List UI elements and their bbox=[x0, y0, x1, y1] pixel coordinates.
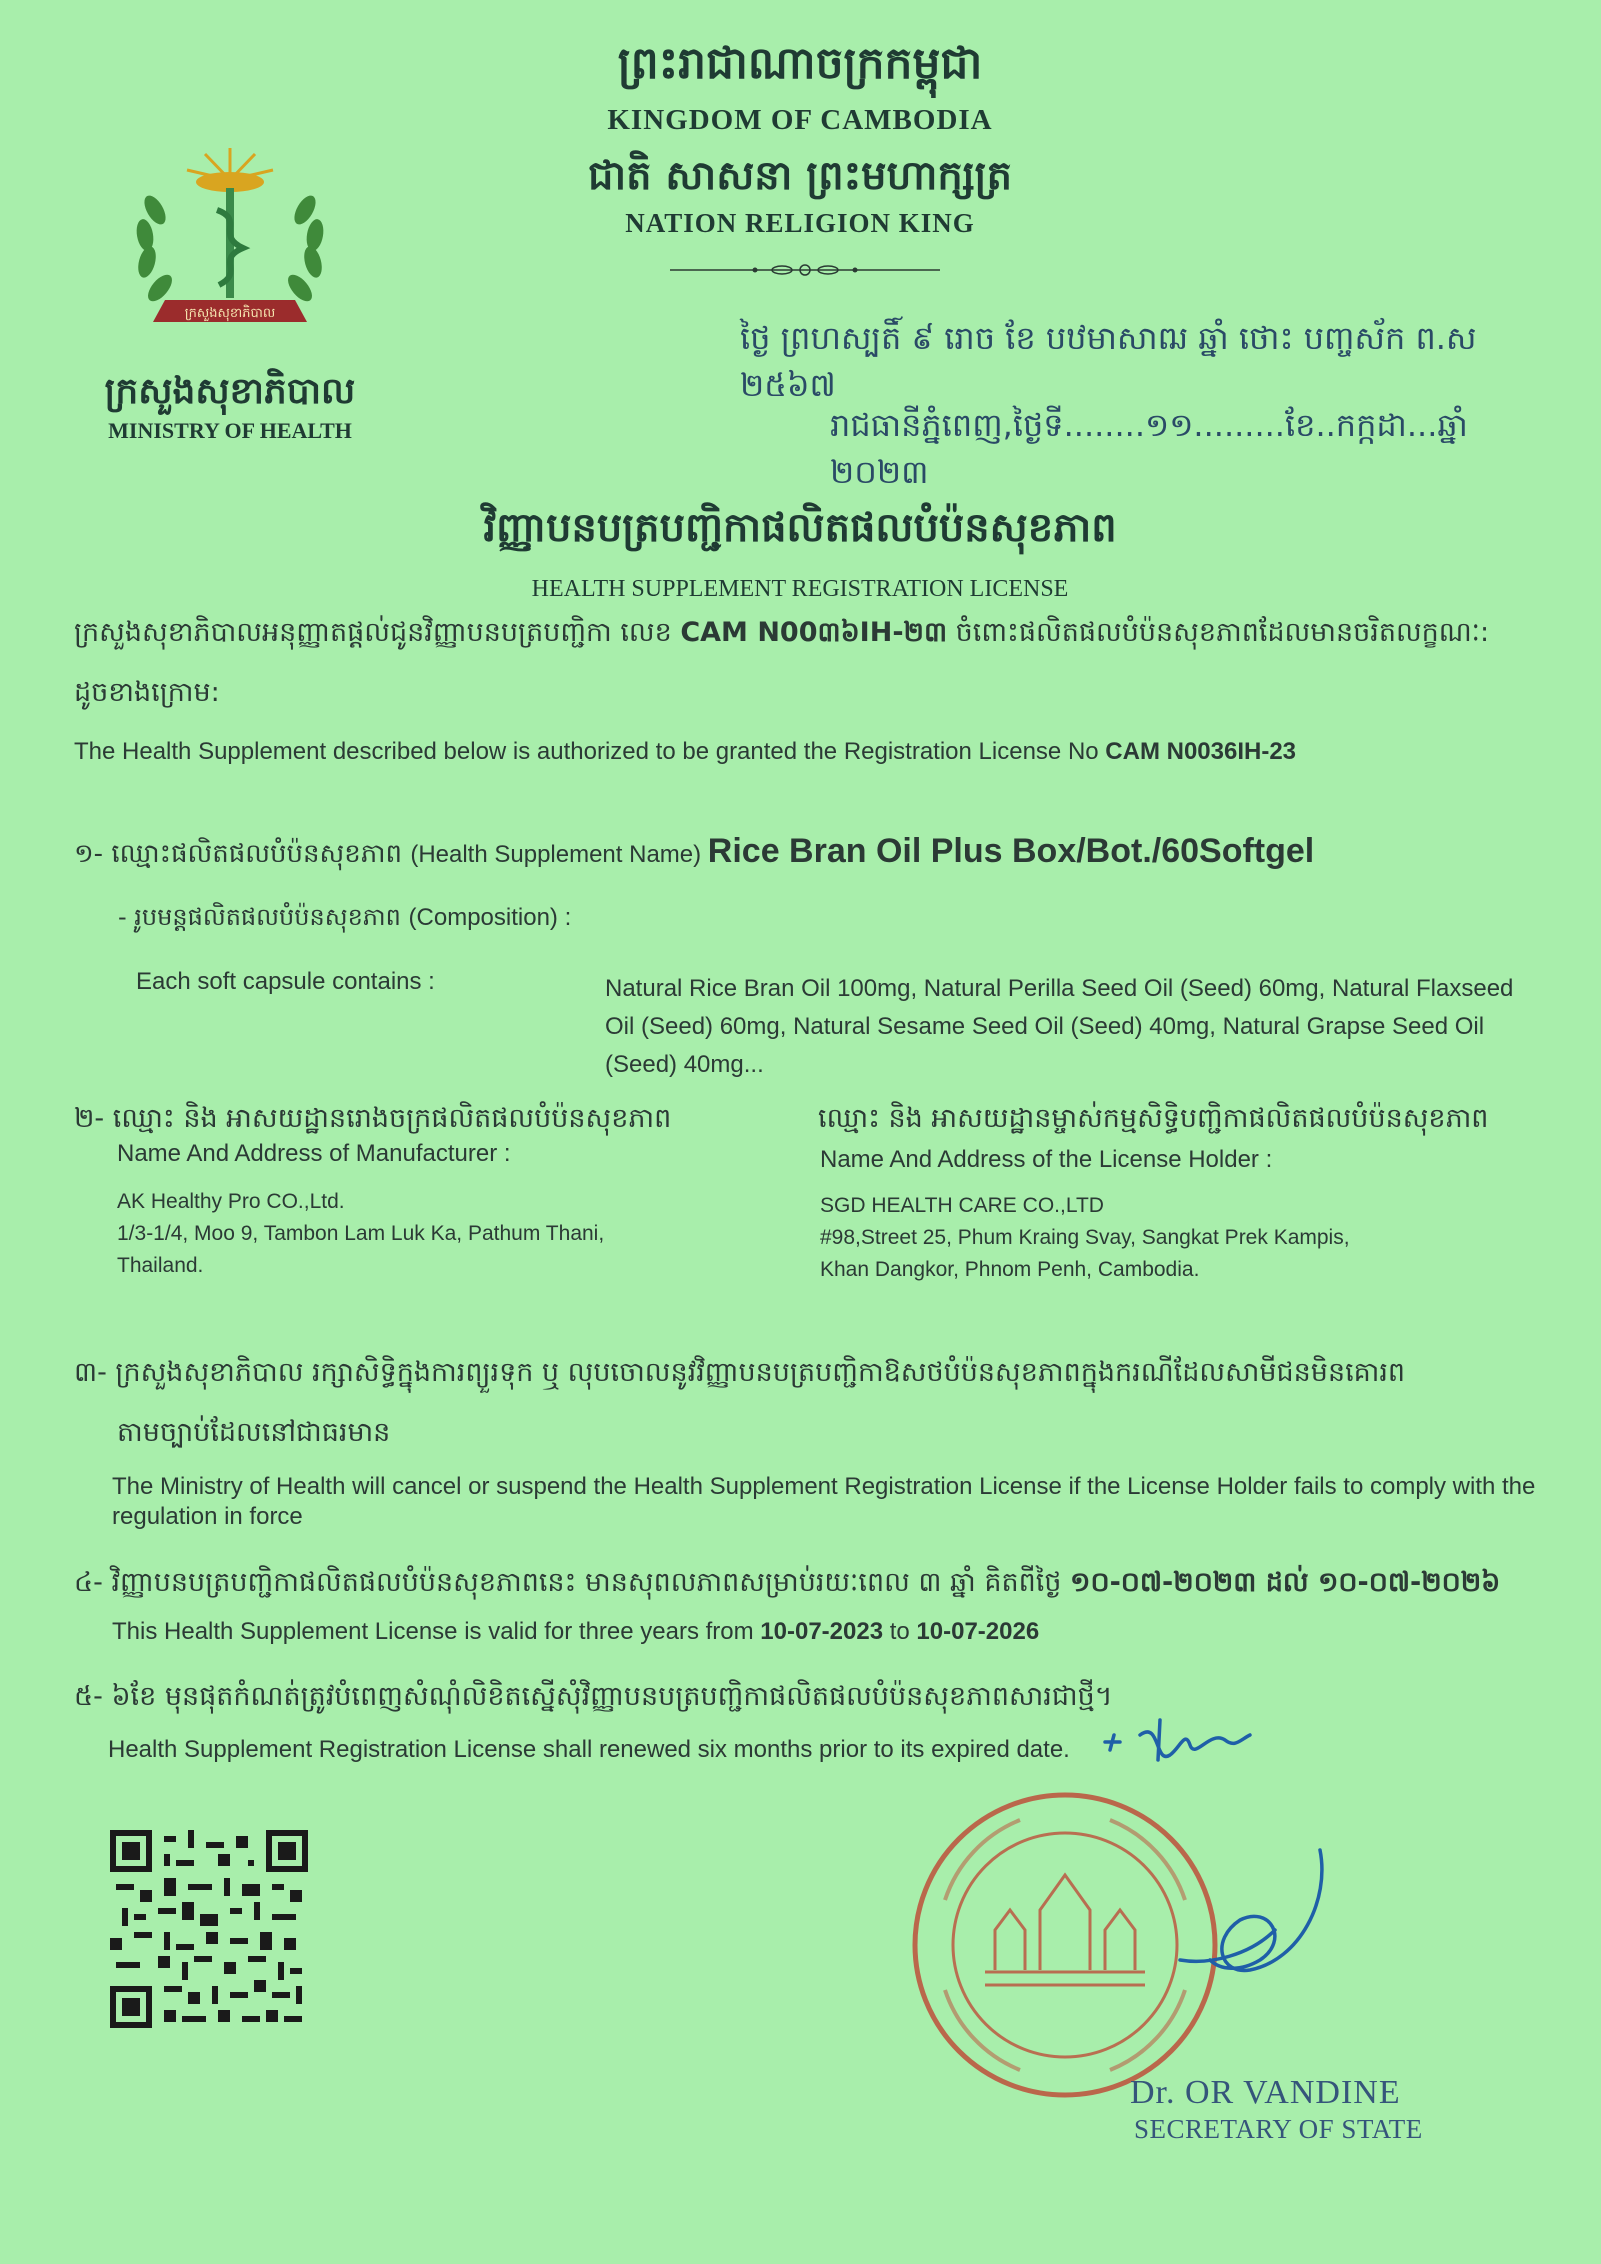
signatory-name: Dr. OR VANDINE bbox=[1130, 2074, 1401, 2111]
section2-number: ២- bbox=[74, 1103, 105, 1134]
manufacturer-khmer-row bbox=[74, 1102, 671, 1141]
section1-english-label: (Health Supplement Name) bbox=[410, 841, 708, 868]
valid-to-date: 10-07-2026 bbox=[916, 1618, 1040, 1645]
ministry-khmer-name: ក្រសួងសុខាភិបាល bbox=[104, 371, 356, 412]
manufacturer-label: Name And Address of Manufacturer : bbox=[117, 1140, 511, 1167]
holder-label: Name And Address of the License Holder : bbox=[820, 1146, 1273, 1173]
manufacturer-address-line1: 1/3-1/4, Moo 9, Tambon Lam Luk Ka, Pathum Thani, bbox=[117, 1222, 605, 1245]
section5-english: Health Supplement Registration License shall renewed six months prior to its expired date. bbox=[108, 1736, 1070, 1763]
manufacturer-address-line2: Thailand. bbox=[117, 1254, 204, 1277]
validity-text: This Health Supplement License is valid for three years from bbox=[112, 1618, 761, 1645]
motto-khmer: ជាតិ សាសនា ព្រះមហាក្សត្រ bbox=[588, 153, 1012, 199]
intro-khmer-prefix: ក្រសួងសុខាភិបាលអនុញ្ញាតផ្តល់ជូនវិញ្ញាបនបត្របញ្ជិកា លេខ bbox=[74, 617, 681, 648]
license-title: HEALTH SUPPLEMENT REGISTRATION LICENSE bbox=[531, 576, 1069, 602]
section3-number: ៣- bbox=[74, 1357, 107, 1388]
section4-number: ៤- bbox=[74, 1567, 103, 1598]
section4-khmer-dates: ១០-០៧-២០២៣ ដល់ ១០-០៧-២០២៦ bbox=[1070, 1567, 1501, 1598]
qr-code bbox=[110, 1830, 308, 2028]
section4-khmer-row bbox=[74, 1566, 1574, 1605]
validity-to-text: to bbox=[883, 1618, 917, 1645]
manufacturer-name: AK Healthy Pro CO.,Ltd. bbox=[117, 1190, 345, 1213]
intro-english bbox=[74, 738, 1574, 766]
license-number: CAM N0036IH-23 bbox=[1105, 738, 1297, 765]
holder-name: SGD HEALTH CARE CO.,LTD bbox=[820, 1194, 1104, 1217]
section4-khmer-text: វិញ្ញាបនបត្របញ្ជិកាផលិតផលបំប៉នសុខភាពនេះ មានសុពលភាពសម្រាប់រយៈពេល ៣ ឆ្នាំ គិតពីថ្ងៃ bbox=[102, 1567, 1071, 1598]
ministry-name: MINISTRY OF HEALTH bbox=[108, 418, 352, 443]
holder-address-block bbox=[820, 1190, 1540, 1286]
section3-english: The Ministry of Health will cancel or suspend the Health Supplement Registration License if the License Holder fails to comply with the regulation in force bbox=[112, 1473, 1536, 1530]
manufacturer-address-block bbox=[117, 1186, 677, 1282]
section3-khmer-line1: ក្រសួងសុខាភិបាល រក្សាសិទ្ធិក្នុងការព្យួរទុក ឬ លុបចោលនូវវិញ្ញាបនបត្របញ្ជិកាឱសថបំប៉នសុខភាពក្នុងករណីដែលសាមីជនមិនគោរព bbox=[106, 1357, 1406, 1388]
holder-khmer-label: ឈ្មោះ និង អាសយដ្ឋានម្ចាស់កម្មសិទ្ធិបញ្ជិកាផលិតផលបំប៉នសុខភាព bbox=[818, 1103, 1489, 1134]
product-name: Rice Bran Oil Plus Box/Bot./60Softgel bbox=[707, 832, 1315, 870]
intro-khmer bbox=[74, 616, 1564, 655]
each-capsule-label: Each soft capsule contains : bbox=[136, 968, 435, 995]
signatory-title: SECRETARY OF STATE bbox=[1134, 2114, 1423, 2144]
section1-khmer-label: ឈ្មោះផលិតផលបំប៉នសុខភាព bbox=[103, 839, 411, 869]
composition-khmer-label: - រូបមន្តផលិតផលបំប៉នសុខភាព bbox=[118, 903, 409, 931]
license-title-khmer: វិញ្ញាបនបត្របញ្ជិកាផលិតផលបំប៉នសុខភាព bbox=[483, 505, 1117, 551]
intro-khmer-suffix: ចំពោះផលិតផលបំប៉នសុខភាពដែលមានចរិតលក្ខណៈ: bbox=[947, 617, 1490, 648]
holder-address-line2: Khan Dangkor, Phnom Penh, Cambodia. bbox=[820, 1258, 1200, 1281]
kingdom-title: KINGDOM OF CAMBODIA bbox=[607, 104, 993, 136]
section3-khmer-line2: តាមច្បាប់ដែលនៅជាធរមាន bbox=[117, 1417, 391, 1448]
composition-label: (Composition) : bbox=[408, 904, 572, 931]
city-date-line: រាជធានីភ្នំពេញ,ថ្ងៃទី........១១.........ខែ..កក្កដា...ឆ្នាំ ២០២៣ bbox=[830, 406, 1468, 491]
section3-khmer-row bbox=[74, 1356, 1574, 1395]
manufacturer-khmer-label: ឈ្មោះ និង អាសយដ្ឋានរោងចក្រផលិតផលបំប៉នសុខភាព bbox=[104, 1103, 672, 1134]
section4-english bbox=[112, 1618, 1039, 1646]
section1-number: ១- bbox=[74, 839, 104, 869]
holder-address-line1: #98,Street 25, Phum Kraing Svay, Sangkat Prek Kampis, bbox=[820, 1226, 1350, 1249]
valid-from-date: 10-07-2023 bbox=[760, 1618, 884, 1645]
intro-english-text: The Health Supplement described below is authorized to be granted the Registration License No bbox=[74, 738, 1106, 765]
motto: NATION RELIGION KING bbox=[625, 208, 975, 238]
official-signature bbox=[1100, 1710, 1420, 2030]
section5-number: ៥- bbox=[74, 1681, 103, 1712]
intro-khmer-line2: ដូចខាងក្រោម: bbox=[74, 677, 220, 708]
section1-name-row bbox=[74, 832, 1574, 875]
emblem-ribbon-text: ក្រសួងសុខាភិបាល bbox=[184, 306, 276, 321]
kingdom-khmer-title: ព្រះរាជាណាចក្រកម្ពុជា bbox=[617, 38, 983, 89]
composition-row bbox=[118, 902, 571, 937]
lunar-date-line: ថ្ងៃ ព្រហស្បតិ៍ ៩ រោច ខែ បឋមាសាឍ ឆ្នាំ ថោះ បញ្ចស័ក ព.ស ២៥៦៧ bbox=[740, 319, 1477, 404]
ministry-emblem-logo bbox=[125, 140, 335, 350]
ornament-divider bbox=[670, 262, 940, 278]
composition-text: Natural Rice Bran Oil 100mg, Natural Perilla Seed Oil (Seed) 60mg, Natural Flaxseed Oil (Seed) 60mg, Natural Sesame Seed Oil (Seed) 40mg, Natural Grapse Seed Oil (Seed) 40mg... bbox=[605, 975, 1514, 1078]
intro-khmer-number: CAM N00៣៦IH-២៣ bbox=[680, 617, 948, 648]
section5-khmer-text: ៦ខែ មុនផុតកំណត់ត្រូវបំពេញសំណុំលិខិតស្នើសុំវិញ្ញាបនបត្របញ្ជិកាផលិតផលបំប៉នសុខភាពសារជាថ្មី។ bbox=[102, 1681, 1113, 1712]
